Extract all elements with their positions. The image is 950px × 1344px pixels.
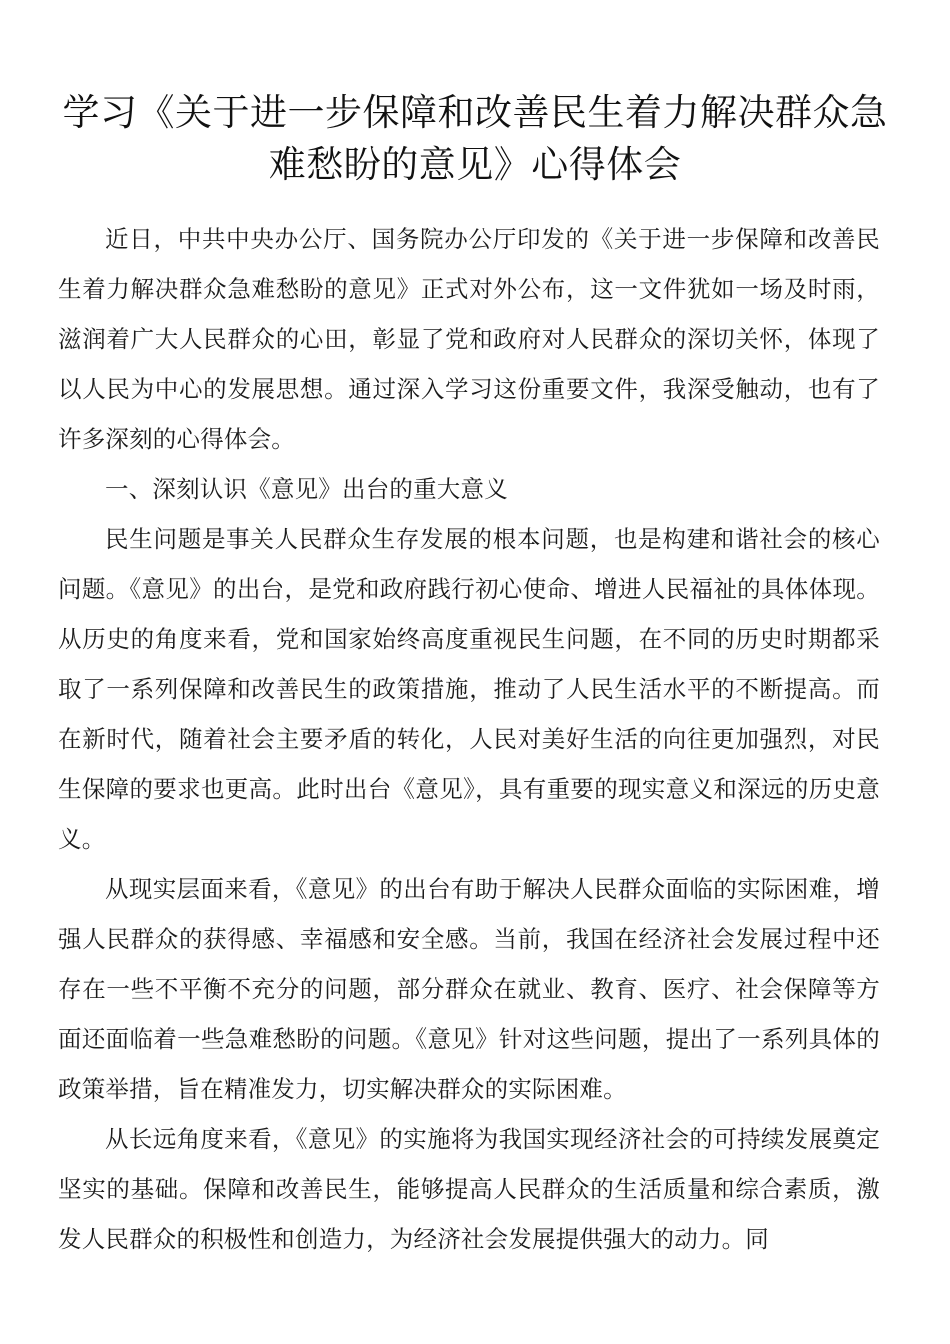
paragraph-practical: 从现实层面来看，《意见》的出台有助于解决人民群众面临的实际困难，增强人民群众的获得感、幸福感和安全感。当前，我国在经济社会发展过程中还存在一些不平衡不充分的问题，部分群众在就业、教育、医疗、社会保障等方面还面临着一些急难愁盼的问题。《意见》针对这些问题，提出了一系列具体的政策举措，旨在精准发力，切实解决群众的实际困难。: [58, 875, 880, 1103]
section-heading-1: 一、深刻认识《意见》出台的重大意义: [105, 475, 508, 503]
paragraph-long-term: 从长远角度来看，《意见》的实施将为我国实现经济社会的可持续发展奠定坚实的基础。保障和改善民生，能够提高人民群众的生活质量和综合素质，激发人民群众的积极性和创造力，为经济社会发展提供强大的动力。同: [58, 1125, 880, 1253]
document-title: 学习《关于进一步保障和改善民生着力解决群众急难愁盼的意见》心得体会: [62, 90, 888, 186]
paragraph-intro: 近日，中共中央办公厅、国务院办公厅印发的《关于进一步保障和改善民生着力解决群众急难愁盼的意见》正式对外公布，这一文件犹如一场及时雨，滋润着广大人民群众的心田，彰显了党和政府对人民群众的深切关怀，体现了以人民为中心的发展思想。通过深入学习这份重要文件，我深受触动，也有了许多深刻的心得体会。: [58, 225, 880, 453]
paragraph-significance: 民生问题是事关人民群众生存发展的根本问题，也是构建和谐社会的核心问题。《意见》的出台，是党和政府践行初心使命、增进人民福祉的具体体现。从历史的角度来看，党和国家始终高度重视民生问题，在不同的历史时期都采取了一系列保障和改善民生的政策措施，推动了人民生活水平的不断提高。而在新时代，随着社会主要矛盾的转化，人民对美好生活的向往更加强烈，对民生保障的要求也更高。此时出台《意见》，具有重要的现实意义和深远的历史意义。: [58, 525, 880, 853]
document-body: [58, 214, 880, 1264]
